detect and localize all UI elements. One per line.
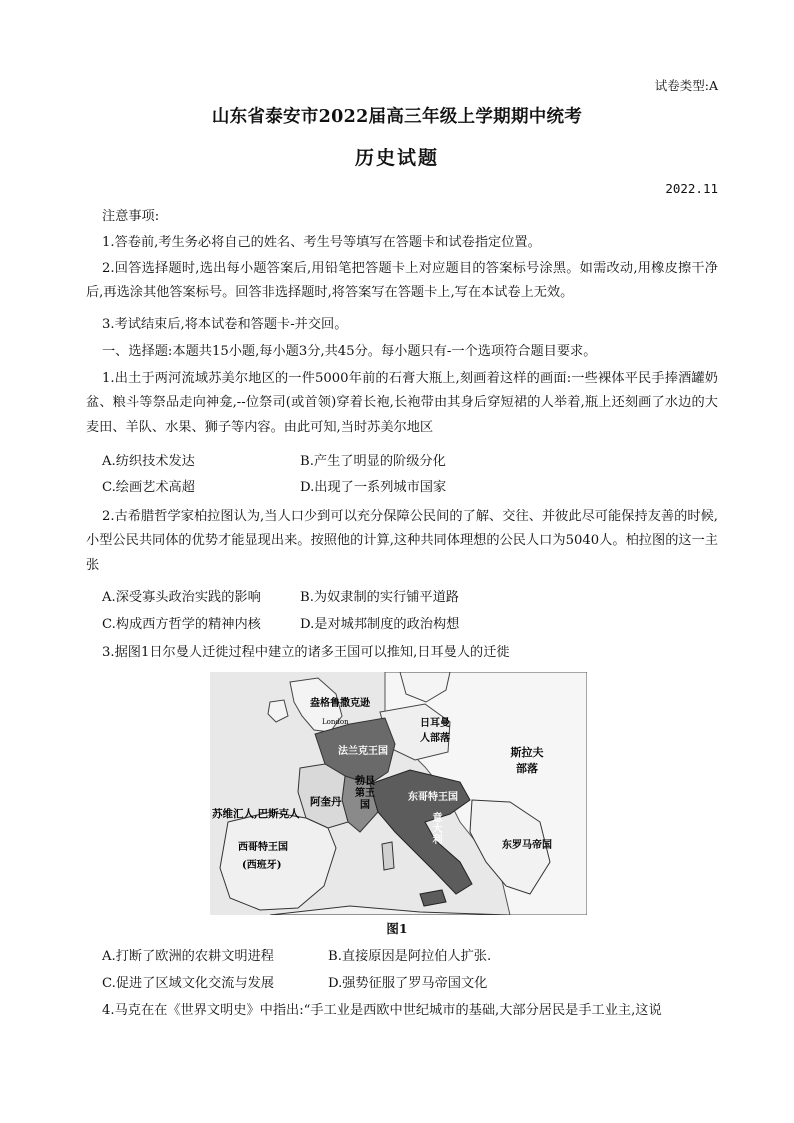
- europe-migration-map: [210, 672, 587, 915]
- label-eastern-rome: 东罗马帝国: [502, 840, 552, 851]
- q1-option-c: C.绘画艺术高超: [102, 480, 195, 495]
- figure-caption: 图1: [386, 921, 408, 936]
- q3-stem: 3.据图1日尔曼人迁徙过程中建立的诸多王国可以推知,日耳曼人的迁徙: [102, 645, 510, 660]
- q2-option-c: C.构成西方哲学的精神内核: [102, 617, 261, 632]
- label-frankish: 法兰克王国: [338, 746, 388, 757]
- label-germanic: 日耳曼人部落: [420, 718, 450, 744]
- exam-title: 山东省泰安市2022届高三年级上学期期中统考: [211, 107, 583, 127]
- q2-option-b: B.为奴隶制的实行铺平道路: [300, 590, 459, 605]
- q2-option-d: D.是对城邦制度的政治构想: [300, 617, 460, 632]
- q2-stem: 2.古希腊哲学家柏拉图认为,当人口少到可以充分保障公民间的了解、交往、并彼此尽可能保持友善的时候,小型公民共同体的优势才能显现出来。按照他的计算,这种共同体理想的公民人口为5040人。柏拉图的这一主张: [86, 509, 718, 573]
- q1-option-a: A.纺织技术发达: [102, 454, 195, 469]
- section-heading: 一、选择题:本题共15小题,每小题3分,共45分。每小题只有-一个选项符合题目要求。: [102, 344, 597, 359]
- q3-option-c: C.促进了区域文化交流与发展: [102, 976, 275, 991]
- label-slavic: 斯拉夫部落: [510, 746, 544, 775]
- q3-option-a: A.打断了欧洲的农耕文明进程: [102, 949, 274, 964]
- label-aquitaine: 阿奎丹: [310, 796, 342, 808]
- label-spain: (西班牙): [242, 860, 282, 871]
- q3-option-d: D.强势征服了罗马帝国文化: [328, 976, 488, 991]
- label-london: London: [322, 718, 349, 726]
- exam-type-label: 试卷类型:A: [654, 78, 718, 93]
- q1-stem: 1.出土于两河流域苏美尔地区的一件5000年前的石膏大瓶上,刻画着这样的画面:一些裸体平民手捧酒罐奶盆、粮斗等祭品走向神龛,--位祭司(或首领)穿着长袍,长袍带由其身后穿短裙的人举着,瓶上还刻画了水边的大麦田、羊队、水果、狮子等内容。由此可知,当时苏美尔地区: [86, 371, 718, 435]
- notice-item-2: 2.回答选择题时,选出每小题答案后,用铅笔把答题卡上对应题目的答案标号涂黑。如需改动,用橡皮擦干净后,再选涂其他答案标号。回答非选择题时,将答案写在答题卡上,写在本试卷上无效。: [86, 261, 718, 301]
- q3-option-b: B.直接原因是阿拉伯人扩张.: [328, 949, 492, 964]
- label-visigoth: 西哥特王国: [238, 842, 288, 853]
- q1-option-b: B.产生了明显的阶级分化: [300, 454, 446, 469]
- subject-title: 历史试题: [354, 147, 439, 169]
- q4-stem: 4.马克在在《世界文明史》中指出:“手工业是西欧中世纪城市的基础,大部分居民是手工业主,这说: [102, 1003, 662, 1018]
- map-drawing: [210, 672, 587, 915]
- q1-option-d: D.出现了一系列城市国家: [300, 480, 447, 495]
- sardinia-island: [382, 842, 394, 870]
- label-italy: 意大利: [430, 812, 441, 845]
- exam-date: 2022.11: [665, 181, 718, 196]
- notice-item-3: 3.考试结束后,将本试卷和答题卡-并交回。: [102, 317, 348, 332]
- q2-option-a: A.深受寡头政治实践的影响: [102, 590, 261, 605]
- notice-heading: 注意事项:: [102, 209, 160, 224]
- notice-item-1: 1.答卷前,考生务必将自己的姓名、考生号等填写在答题卡和试卷指定位置。: [102, 235, 541, 250]
- label-suebi: 苏维汇人,巴斯克人: [212, 808, 300, 820]
- label-anglo-saxon: 盎格鲁撒克逊: [310, 698, 370, 709]
- label-burgundy: 勃艮第王国: [355, 776, 375, 811]
- label-ostrogoth: 东哥特王国: [408, 792, 458, 803]
